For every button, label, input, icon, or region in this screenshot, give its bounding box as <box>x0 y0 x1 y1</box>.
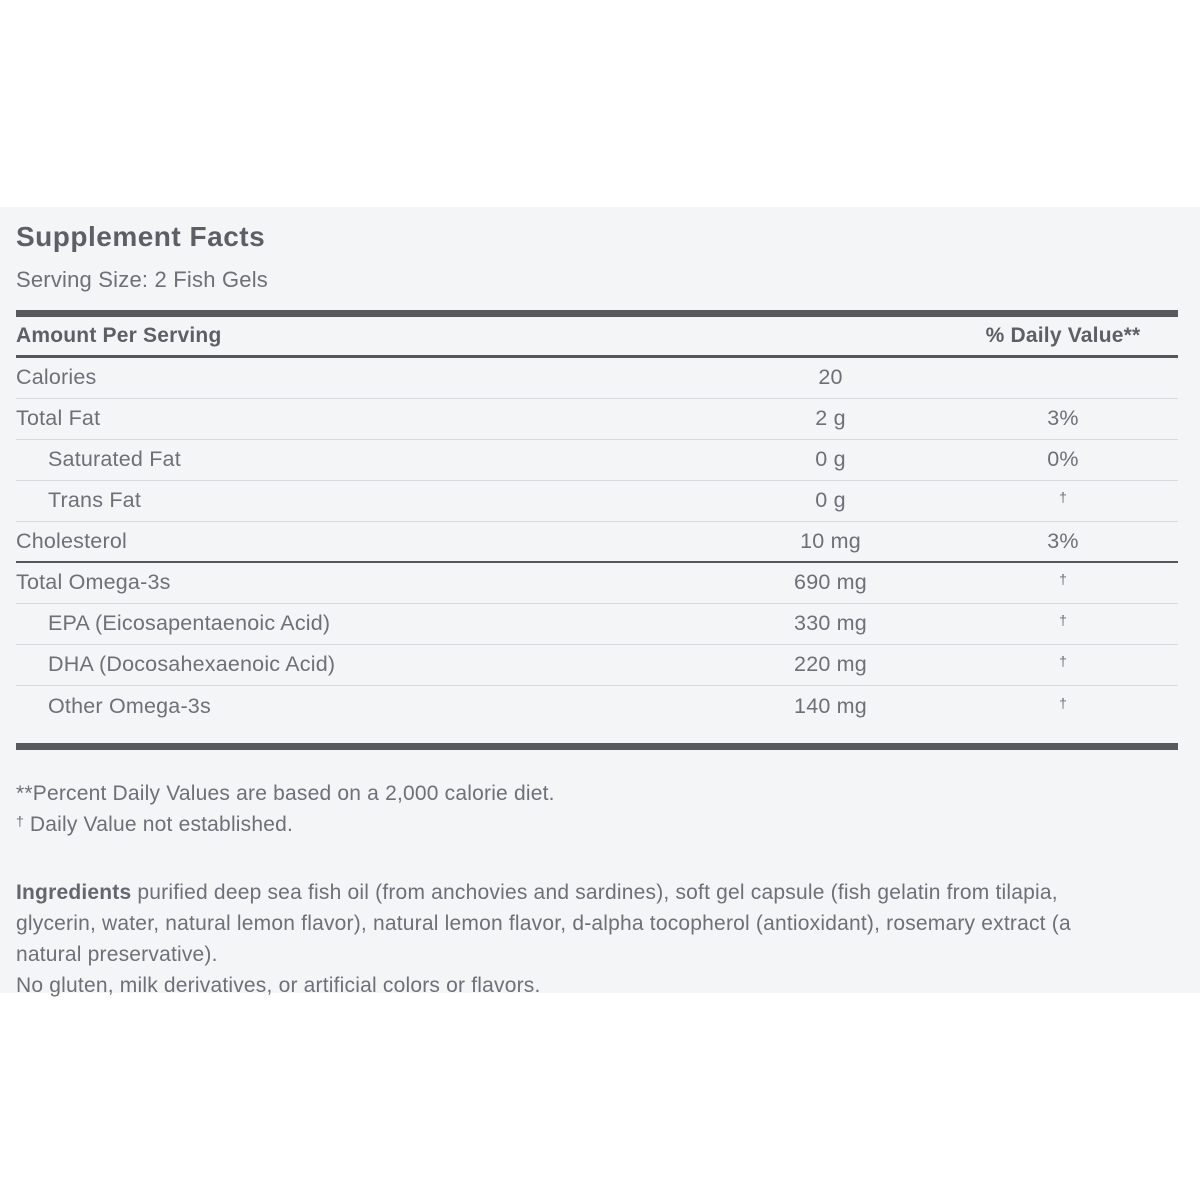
table-row <box>16 481 1178 522</box>
ingredients-section <box>16 877 1136 1001</box>
nutrient-label: Total Fat <box>16 406 101 431</box>
dagger-symbol: † <box>1059 653 1067 670</box>
nutrient-label: Cholesterol <box>16 528 127 553</box>
dagger-footnote-text: Daily Value not established. <box>29 812 294 836</box>
nutrient-amount: 2 g <box>815 406 846 431</box>
dagger-symbol: † <box>1059 489 1067 506</box>
nutrient-label: Other Omega-3s <box>48 693 211 718</box>
footnotes <box>16 778 1178 842</box>
nutrient-label: Calories <box>16 365 97 390</box>
table-row <box>16 604 1178 645</box>
top-divider-bar <box>16 310 1178 317</box>
table-row <box>16 399 1178 440</box>
dagger-symbol: † <box>16 812 24 829</box>
nutrient-daily-value: 0% <box>1047 447 1079 472</box>
nutrient-label: Saturated Fat <box>48 447 181 472</box>
nutrient-daily-value <box>948 611 1178 636</box>
nutrient-label: Trans Fat <box>48 488 141 513</box>
table-row <box>16 522 1178 563</box>
amount-per-serving-header: Amount Per Serving <box>16 323 222 347</box>
nutrient-daily-value <box>948 488 1178 513</box>
nutrient-daily-value <box>948 652 1178 677</box>
dagger-symbol: † <box>1059 612 1067 629</box>
no-claims-line: No gluten, milk derivatives, or artificial colors or flavors. <box>16 973 541 997</box>
nutrient-amount: 20 <box>818 365 843 390</box>
nutrient-amount: 330 mg <box>794 611 867 636</box>
table-row <box>16 645 1178 686</box>
serving-size: Serving Size: 2 Fish Gels <box>16 266 268 292</box>
page-title: Supplement Facts <box>16 221 266 252</box>
ingredients-heading: Ingredients <box>16 880 132 904</box>
nutrient-daily-value: 3% <box>1047 406 1079 431</box>
facts-table <box>16 358 1178 727</box>
nutrient-amount: 140 mg <box>794 693 867 718</box>
ingredients-body: purified deep sea fish oil (from anchovies and sardines), soft gel capsule (fish gelatin from tilapia, glycerin, water, natural lemon flavor), natural lemon flavor, d-alpha tocopherol (antioxidant), rosemary extract (a natural preservative). <box>16 880 1071 966</box>
dagger-symbol: † <box>1059 694 1067 711</box>
nutrient-daily-value <box>948 694 1178 719</box>
nutrient-daily-value <box>948 570 1178 595</box>
ingredients-paragraph <box>16 877 1136 970</box>
table-row <box>16 358 1178 399</box>
nutrient-daily-value: 3% <box>1047 528 1079 553</box>
daily-value-header: % Daily Value** <box>985 323 1141 347</box>
table-row <box>16 686 1178 727</box>
nutrient-amount: 0 g <box>815 447 846 472</box>
nutrient-amount: 690 mg <box>794 570 867 595</box>
dagger-footnote <box>16 809 1178 842</box>
nutrient-label: Total Omega-3s <box>16 570 171 595</box>
nutrient-amount: 0 g <box>815 488 846 513</box>
table-row <box>16 563 1178 604</box>
dagger-symbol: † <box>1059 571 1067 588</box>
nutrient-amount: 220 mg <box>794 652 867 677</box>
table-row <box>16 440 1178 481</box>
nutrient-label: DHA (Docosahexaenoic Acid) <box>48 652 336 677</box>
percent-footnote: **Percent Daily Values are based on a 2,000 calorie diet. <box>16 781 555 805</box>
supplement-facts-panel <box>0 207 1200 997</box>
nutrient-amount: 10 mg <box>800 528 861 553</box>
bottom-divider-bar <box>16 743 1178 750</box>
nutrient-label: EPA (Eicosapentaenoic Acid) <box>48 611 331 636</box>
table-header-row <box>16 317 1178 358</box>
